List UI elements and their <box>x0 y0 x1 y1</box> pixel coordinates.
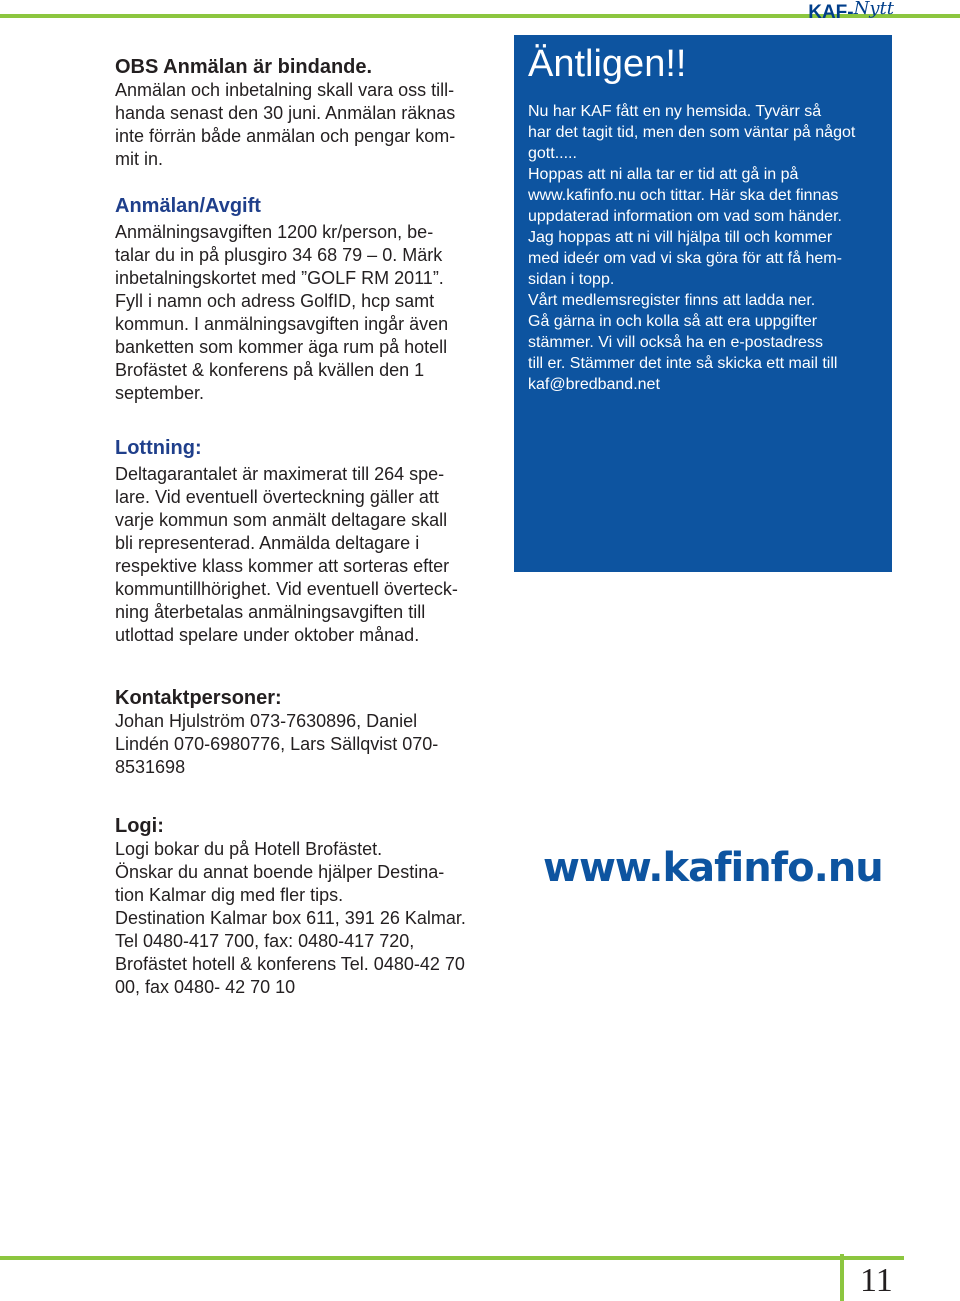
avgift-text <box>115 221 491 405</box>
lottning-text <box>115 463 491 647</box>
text-line: banketten som kommer äga rum på hotell <box>115 337 448 357</box>
text-line: Destination Kalmar box 611, 391 26 Kalmar. <box>115 908 466 928</box>
text-line: 00, fax 0480- 42 70 10 <box>115 977 296 997</box>
lottning-heading: Lottning: <box>115 437 202 459</box>
text-line: inbetalningskortet med ”GOLF RM 2011”. <box>115 268 444 288</box>
text-line: har det tagit tid, men den som väntar på något <box>528 124 856 141</box>
text-line: talar du in på plusgiro 34 68 79 – 0. Märk <box>115 245 443 265</box>
text-line: lare. Vid eventuell överteckning gäller att <box>115 487 439 507</box>
text-line: Jag hoppas att ni vill hjälpa till och kommer <box>528 229 833 246</box>
news-box <box>514 35 892 572</box>
text-line: sidan i topp. <box>528 271 615 288</box>
text-line: september. <box>115 383 205 403</box>
left-column <box>115 56 491 1023</box>
text-line: 8531698 <box>115 757 186 777</box>
news-text <box>528 101 880 395</box>
kontakt-section <box>115 687 491 779</box>
text-line: handa senast den 30 juni. Anmälan räknas <box>115 103 456 123</box>
text-line: tion Kalmar dig med fler tips. <box>115 885 344 905</box>
avgift-heading: Anmälan/Avgift <box>115 195 261 217</box>
text-line: Fyll i namn och adress GolfID, hcp samt <box>115 291 435 311</box>
logi-section <box>115 815 491 999</box>
text-line: utlottad spelare under oktober månad. <box>115 625 420 645</box>
avgift-section <box>115 195 491 405</box>
kontakt-text <box>115 710 491 779</box>
text-line: Gå gärna in och kolla så att era uppgifter <box>528 313 818 330</box>
text-line: Johan Hjulström 073-7630896, Daniel <box>115 711 418 731</box>
text-line: uppdaterad information om vad som händer. <box>528 208 842 225</box>
text-line: Nu har KAF fått en ny hemsida. Tyvärr så <box>528 103 822 120</box>
text-line: Brofästet hotell & konferens Tel. 0480-42 70 <box>115 954 465 974</box>
text-line: Önskar du annat boende hjälper Destina- <box>115 862 445 882</box>
obs-section <box>115 56 491 171</box>
website-logo: www.kafinfo.nu <box>543 845 883 891</box>
text-line: stämmer. Vi vill också ha en e-postadress <box>528 334 823 351</box>
text-line: med ideér om vad vi ska göra för att få hem- <box>528 250 842 267</box>
text-line: varje kommun som anmält deltagare skall <box>115 510 448 530</box>
text-line: mit in. <box>115 149 164 169</box>
logi-heading: Logi: <box>115 815 164 837</box>
news-title: Äntligen!! <box>528 43 687 85</box>
text-line: ning återbetalas anmälningsavgiften till <box>115 602 426 622</box>
text-line: Lindén 070-6980776, Lars Sällqvist 070- <box>115 734 439 754</box>
text-line: Hoppas att ni alla tar er tid att gå in på <box>528 166 799 183</box>
lottning-section <box>115 437 491 647</box>
obs-heading: OBS Anmälan är bindande. <box>115 56 373 78</box>
footer-rule <box>0 1256 904 1260</box>
text-line: Deltagarantalet är maximerat till 264 spe- <box>115 464 445 484</box>
text-line: till er. Stämmer det inte så skicka ett mail till <box>528 355 838 372</box>
text-line: gott..... <box>528 145 577 162</box>
brand-script: Nytt <box>853 0 894 19</box>
text-line: bli representerad. Anmälda deltagare i <box>115 533 420 553</box>
text-line: Anmälningsavgiften 1200 kr/person, be- <box>115 222 434 242</box>
brand-bold: KAF- <box>808 2 854 23</box>
logi-text <box>115 838 491 999</box>
magazine-brand <box>808 2 894 24</box>
text-line: inte förrän både anmälan och pengar kom- <box>115 126 456 146</box>
footer-divider <box>840 1254 844 1301</box>
obs-text <box>115 79 491 171</box>
text-line: Anmälan och inbetalning skall vara oss till- <box>115 80 455 100</box>
page-number: 11 <box>860 1262 893 1299</box>
text-line: Logi bokar du på Hotell Brofästet. <box>115 839 383 859</box>
text-line: kaf@bredband.net <box>528 376 660 393</box>
text-line: Brofästet & konferens på kvällen den 1 <box>115 360 425 380</box>
text-line: kommuntillhörighet. Vid eventuell överteck- <box>115 579 458 599</box>
text-line: Vårt medlemsregister finns att ladda ner. <box>528 292 816 309</box>
text-line: kommun. I anmälningsavgiften ingår även <box>115 314 449 334</box>
text-line: www.kafinfo.nu och tittar. Här ska det finnas <box>528 187 839 204</box>
text-line: respektive klass kommer att sorteras efter <box>115 556 450 576</box>
text-line: Tel 0480-417 700, fax: 0480-417 720, <box>115 931 415 951</box>
kontakt-heading: Kontaktpersoner: <box>115 687 282 709</box>
